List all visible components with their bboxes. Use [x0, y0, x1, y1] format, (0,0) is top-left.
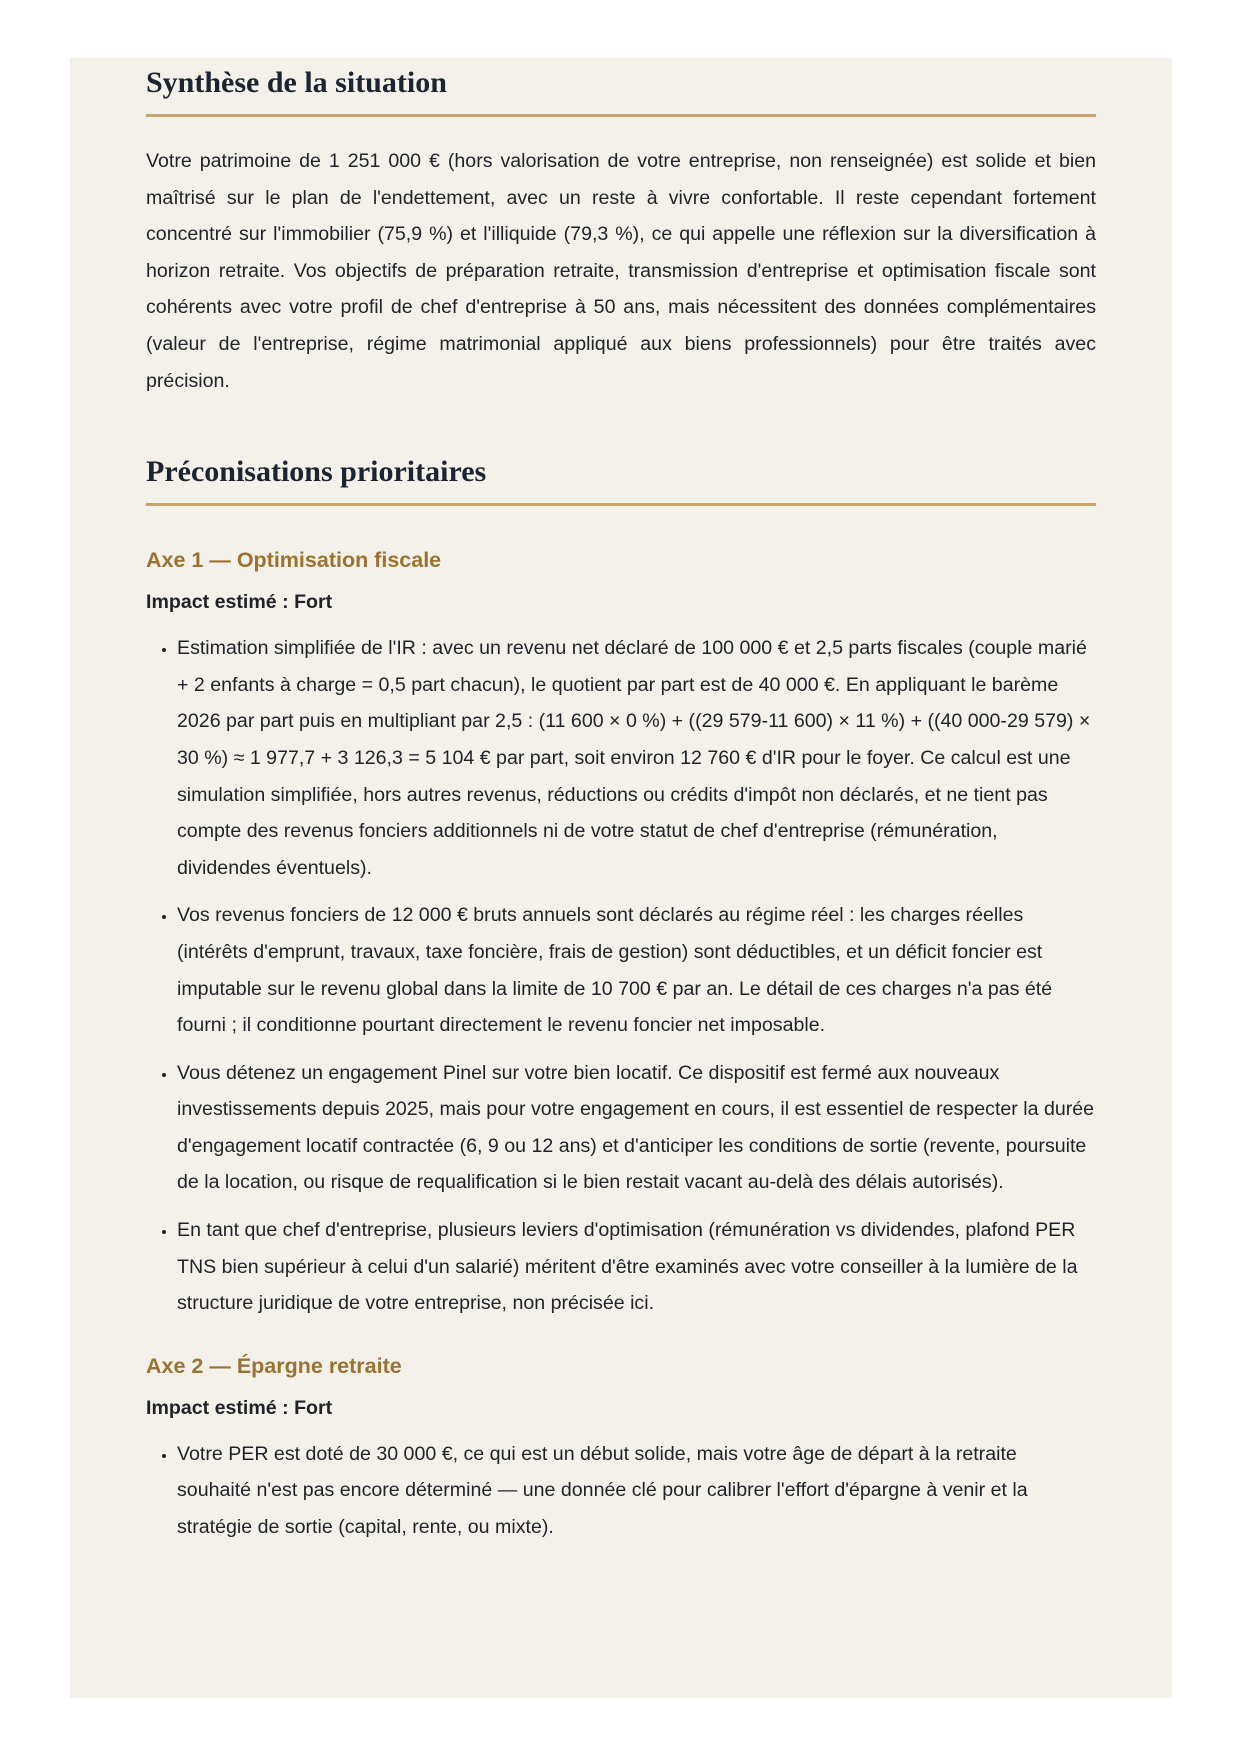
axe-1-title: Axe 1 — Optimisation fiscale	[146, 548, 442, 573]
list-item: • Estimation simplifiée de l'IR : avec un revenu net déclaré de 100 000 € et 2,5 parts fiscales (couple marié + 2 enfants à charge = 0,5 part chacun), le quotient par part est de 40 000 €. En appliquant le barème 2026 par part puis en multipliant par 2,5 : (11 600 × 0 %) + ((29 579-11 600) × 11 %) + ((40 000-29 579) × 30 %) ≈ 1 977,7 + 3 126,3 = 5 104 € par part, soit environ 12 760 € d'IR pour le foyer. Ce calcul est une simulation simplifiée, hors autres revenus, réductions ou crédits d'impôt non déclarés, et ne tient pas compte des revenus fonciers additionnels ni de votre statut de chef d'entreprise (rémunération, dividendes éventuels).	[177, 630, 1096, 886]
axe-2-list	[146, 1436, 1096, 1546]
section-title-preconisations: Préconisations prioritaires	[146, 455, 1096, 506]
axe-1-list	[146, 630, 1096, 1322]
axe-1-impact: Impact estimé : Fort	[146, 591, 333, 614]
report-page	[70, 58, 1172, 1698]
axe-2-impact: Impact estimé : Fort	[146, 1396, 333, 1419]
section-title-synthese: Synthèse de la situation	[146, 66, 1096, 117]
axe-2-title: Axe 2 — Épargne retraite	[146, 1353, 402, 1378]
list-item: • Vous détenez un engagement Pinel sur votre bien locatif. Ce dispositif est fermé aux nouveaux investissements depuis 2025, mais pour votre engagement en cours, il est essentiel de respecter la durée d'engagement locatif contractée (6, 9 ou 12 ans) et d'anticiper les conditions de sortie (revente, poursuite de la location, ou risque de requalification si le bien restait vacant au-delà des délais autorisés).	[177, 1055, 1096, 1201]
list-item: • Vos revenus fonciers de 12 000 € bruts annuels sont déclarés au régime réel : les charges réelles (intérêts d'emprunt, travaux, taxe foncière, frais de gestion) sont déductibles, et un déficit foncier est imputable sur le revenu global dans la limite de 10 700 € par an. Le détail de ces charges n'a pas été fourni ; il conditionne pourtant directement le revenu foncier net imposable.	[177, 897, 1096, 1043]
synthese-paragraph: Votre patrimoine de 1 251 000 € (hors valorisation de votre entreprise, non renseignée) est solide et bien maîtrisé sur le plan de l'endettement, avec un reste à vivre confortable. Il reste cependant fortement concentré sur l'immobilier (75,9 %) et l'illiquide (79,3 %), ce qui appelle une réflexion sur la diversification à horizon retraite. Vos objectifs de préparation retraite, transmission d'entreprise et optimisation fiscale sont cohérents avec votre profil de chef d'entreprise à 50 ans, mais nécessitent des données complémentaires (valeur de l'entreprise, régime matrimonial appliqué aux biens professionnels) pour être traités avec précision.	[146, 150, 1096, 392]
list-item: • En tant que chef d'entreprise, plusieurs leviers d'optimisation (rémunération vs dividendes, plafond PER TNS bien supérieur à celui d'un salarié) méritent d'être examinés avec votre conseiller à la lumière de la structure juridique de votre entreprise, non précisée ici.	[177, 1212, 1096, 1322]
list-item: • Votre PER est doté de 30 000 €, ce qui est un début solide, mais votre âge de départ à la retraite souhaité n'est pas encore déterminé — une donnée clé pour calibrer l'effort d'épargne à venir et la stratégie de sortie (capital, rente, ou mixte).	[177, 1436, 1096, 1546]
